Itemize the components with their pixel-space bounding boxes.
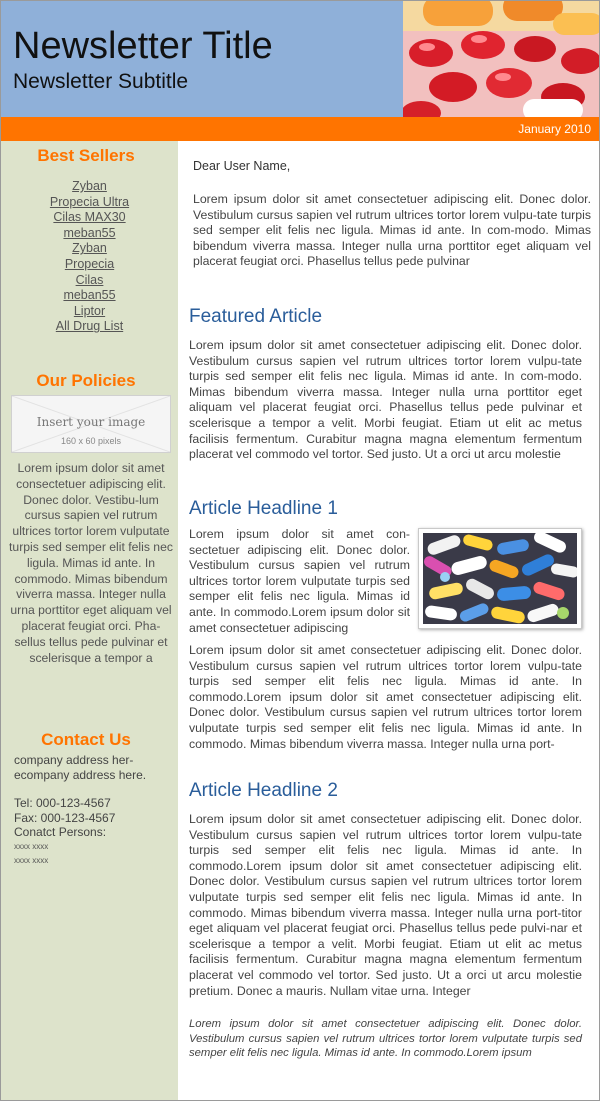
best-seller-link[interactable]: Zyban xyxy=(72,179,107,193)
contact-fax: Fax: 000-123-4567 xyxy=(14,810,116,825)
newsletter-subtitle: Newsletter Subtitle xyxy=(13,70,189,93)
article-2-text: Lorem ipsum dolor sit amet consectetuer adipiscing elit. Donec dolor. Vestibulum cursus sapien vel rutrum ultrices tortor lorem vulpu-tate turpis sed semper elit felis nec ligula. Mimas id ante. In commodo.Lorem ipsum dolor sit amet consectetuer adipiscing elit. Donec dolor. Vestibulum cursus sapien vel rutrum ultrices tortor lorem vulputate turpis sed semper elit felis nec ligula. Mimas id ante. In commodo. Mimas bibendum viverra massa. Integer nulla urna port-titor eget aliquam vel placerat feugiat orci. Phasellus tellus pede pulvi-nar et scelerisque a tempor a velit. Morbi feugiat. Etiam ut elit ac metus facilisis fermentum. Curabitur magna magna elementum fermentum placerat vel commodo vel tortor. Sed justo. Ut a orci ut arcu molestie pretium. Donec a mauris. Nullam vitae urna. Integer xyxy=(189,812,582,998)
image-placeholder xyxy=(11,395,171,453)
best-seller-link[interactable]: Cilas xyxy=(75,272,104,287)
contact-address-line: company address her- xyxy=(14,753,134,767)
issue-date: January 2010 xyxy=(518,122,591,136)
article-1-heading: Article Headline 1 xyxy=(189,498,338,519)
best-seller-link[interactable]: Liptor xyxy=(73,303,106,318)
our-policies-heading: Our Policies xyxy=(36,371,136,390)
closing-quote-text: Lorem ipsum dolor sit amet consectetuer adipiscing elit. Donec dolor. Vestibulum cursus sapien vel rutrum ultrices tortor lorem vulputate turpis sed semper elit felis nec ligula. Mimas id ante. In commodo.Lorem ipsum xyxy=(189,1018,582,1060)
best-seller-link[interactable]: Propecia Ultra xyxy=(49,194,130,209)
best-seller-link[interactable]: meban55 xyxy=(63,288,116,303)
placeholder-size: 160 x 60 pixels xyxy=(60,436,122,446)
contact-persons-label: Conatct Persons: xyxy=(14,825,107,840)
all-drug-list-link[interactable]: All Drug List xyxy=(55,319,124,334)
intro-paragraph: Lorem ipsum dolor sit amet consectetuer adipiscing elit. Donec dolor. Vestibulum cursus sapien vel rutrum ultrices tortor lorem vulpu-tate turpis sed semper elit felis nec ligula. Mimas id ante. In com-modo. Mimas bibendum viverra massa. Integer nulla urna porttitor eget aliquam vel placerat feugiat orci. Phasellus tellus pede pulvinar xyxy=(193,192,591,269)
pills-photo-illustration xyxy=(423,533,577,624)
header-pills-image xyxy=(403,1,599,117)
newsletter-title: Newsletter Title xyxy=(13,25,273,67)
contact-address-line: ecompany address here. xyxy=(14,767,147,782)
policies-text: Lorem ipsum dolor sit amet consectetuer adipiscing elit. Donec dolor. Vestibu-lum cursus sapien vel rutrum ultrices tortor lorem vulputate turpis sed semper elit felis nec ligula. Mimas id ante. In commodo. Mimas bibendum viverra massa. Integer nulla urna porttitor eget aliquam vel placerat feugiat orci. Pha-sellus tellus pede pulvinar et scelerisque a tempor a xyxy=(9,461,173,665)
best-seller-link[interactable]: Zyban xyxy=(72,241,107,256)
featured-article-heading: Featured Article xyxy=(189,306,323,327)
placeholder-label: Insert your image xyxy=(36,415,146,429)
best-seller-link[interactable]: meban55 xyxy=(63,225,116,240)
featured-article-text: Lorem ipsum dolor sit amet consectetuer adipiscing elit. Donec dolor. Vestibulum cursus sapien vel rutrum ultrices tortor lorem vulpu-tate turpis sed semper elit felis nec ligula. Mimas id ante. In com-modo. Mimas bibendum viverra massa. Integer nulla urna porttitor eget aliquam vel placerat feugiat orci. Phasellus tellus pede pulvinar et scelerisque a tempor a velit. Morbi feugiat. Etiam ut elit ac metus facilisis fermentum. Curabitur magna magna elementum fermentum placerat vel commodo vel tortor. Sed justo. Ut a orci ut arcu molestie xyxy=(189,338,582,462)
pills-illustration xyxy=(403,1,599,117)
best-sellers-heading: Best Sellers xyxy=(37,146,135,165)
article-2-heading: Article Headline 2 xyxy=(189,780,338,801)
article-1-pills-photo xyxy=(418,528,582,629)
header-banner xyxy=(1,1,599,117)
article-1-text: Lorem ipsum dolor sit amet consectetuer adipiscing elit. Donec dolor. Vestibulum cursus sapien vel rutrum ultrices tortor lorem vulpu-tate turpis sed semper elit felis nec ligula. Mimas id ante. In commodo.Lorem ipsum dolor sit amet consectetuer adipiscing elit. Donec dolor. Vestibulum cursus sapien vel rutrum ultrices tortor lorem vulputate turpis sed semper elit felis nec ligula. Mimas id ante. In commodo. Mimas bibendum viverra massa. Integer nulla urna port- xyxy=(189,643,582,751)
contact-us-heading: Contact Us xyxy=(41,730,131,749)
contact-person: xxxx xxxx xyxy=(14,841,49,851)
contact-person: xxxx xxxx xyxy=(14,855,49,865)
greeting: Dear User Name, xyxy=(193,159,291,173)
best-seller-link[interactable]: Cilas MAX30 xyxy=(53,210,126,225)
date-bar xyxy=(1,117,599,141)
contact-spacer xyxy=(14,782,174,796)
best-seller-link[interactable]: Propecia xyxy=(64,256,115,271)
contact-info xyxy=(14,753,174,868)
contact-tel: Tel: 000-123-4567 xyxy=(14,796,111,811)
best-sellers-list xyxy=(1,179,178,335)
article-1-wrap-text: Lorem ipsum dolor sit amet con-sectetuer adipiscing elit. Donec dolor. Vestibulum cursus sapien vel rutrum ultrices tortor lorem vulputate turpis sed semper elit felis nec ligula. Mimas id ante. In commodo.Lorem ipsum dolor sit amet consectetuer adipiscing xyxy=(189,527,410,635)
